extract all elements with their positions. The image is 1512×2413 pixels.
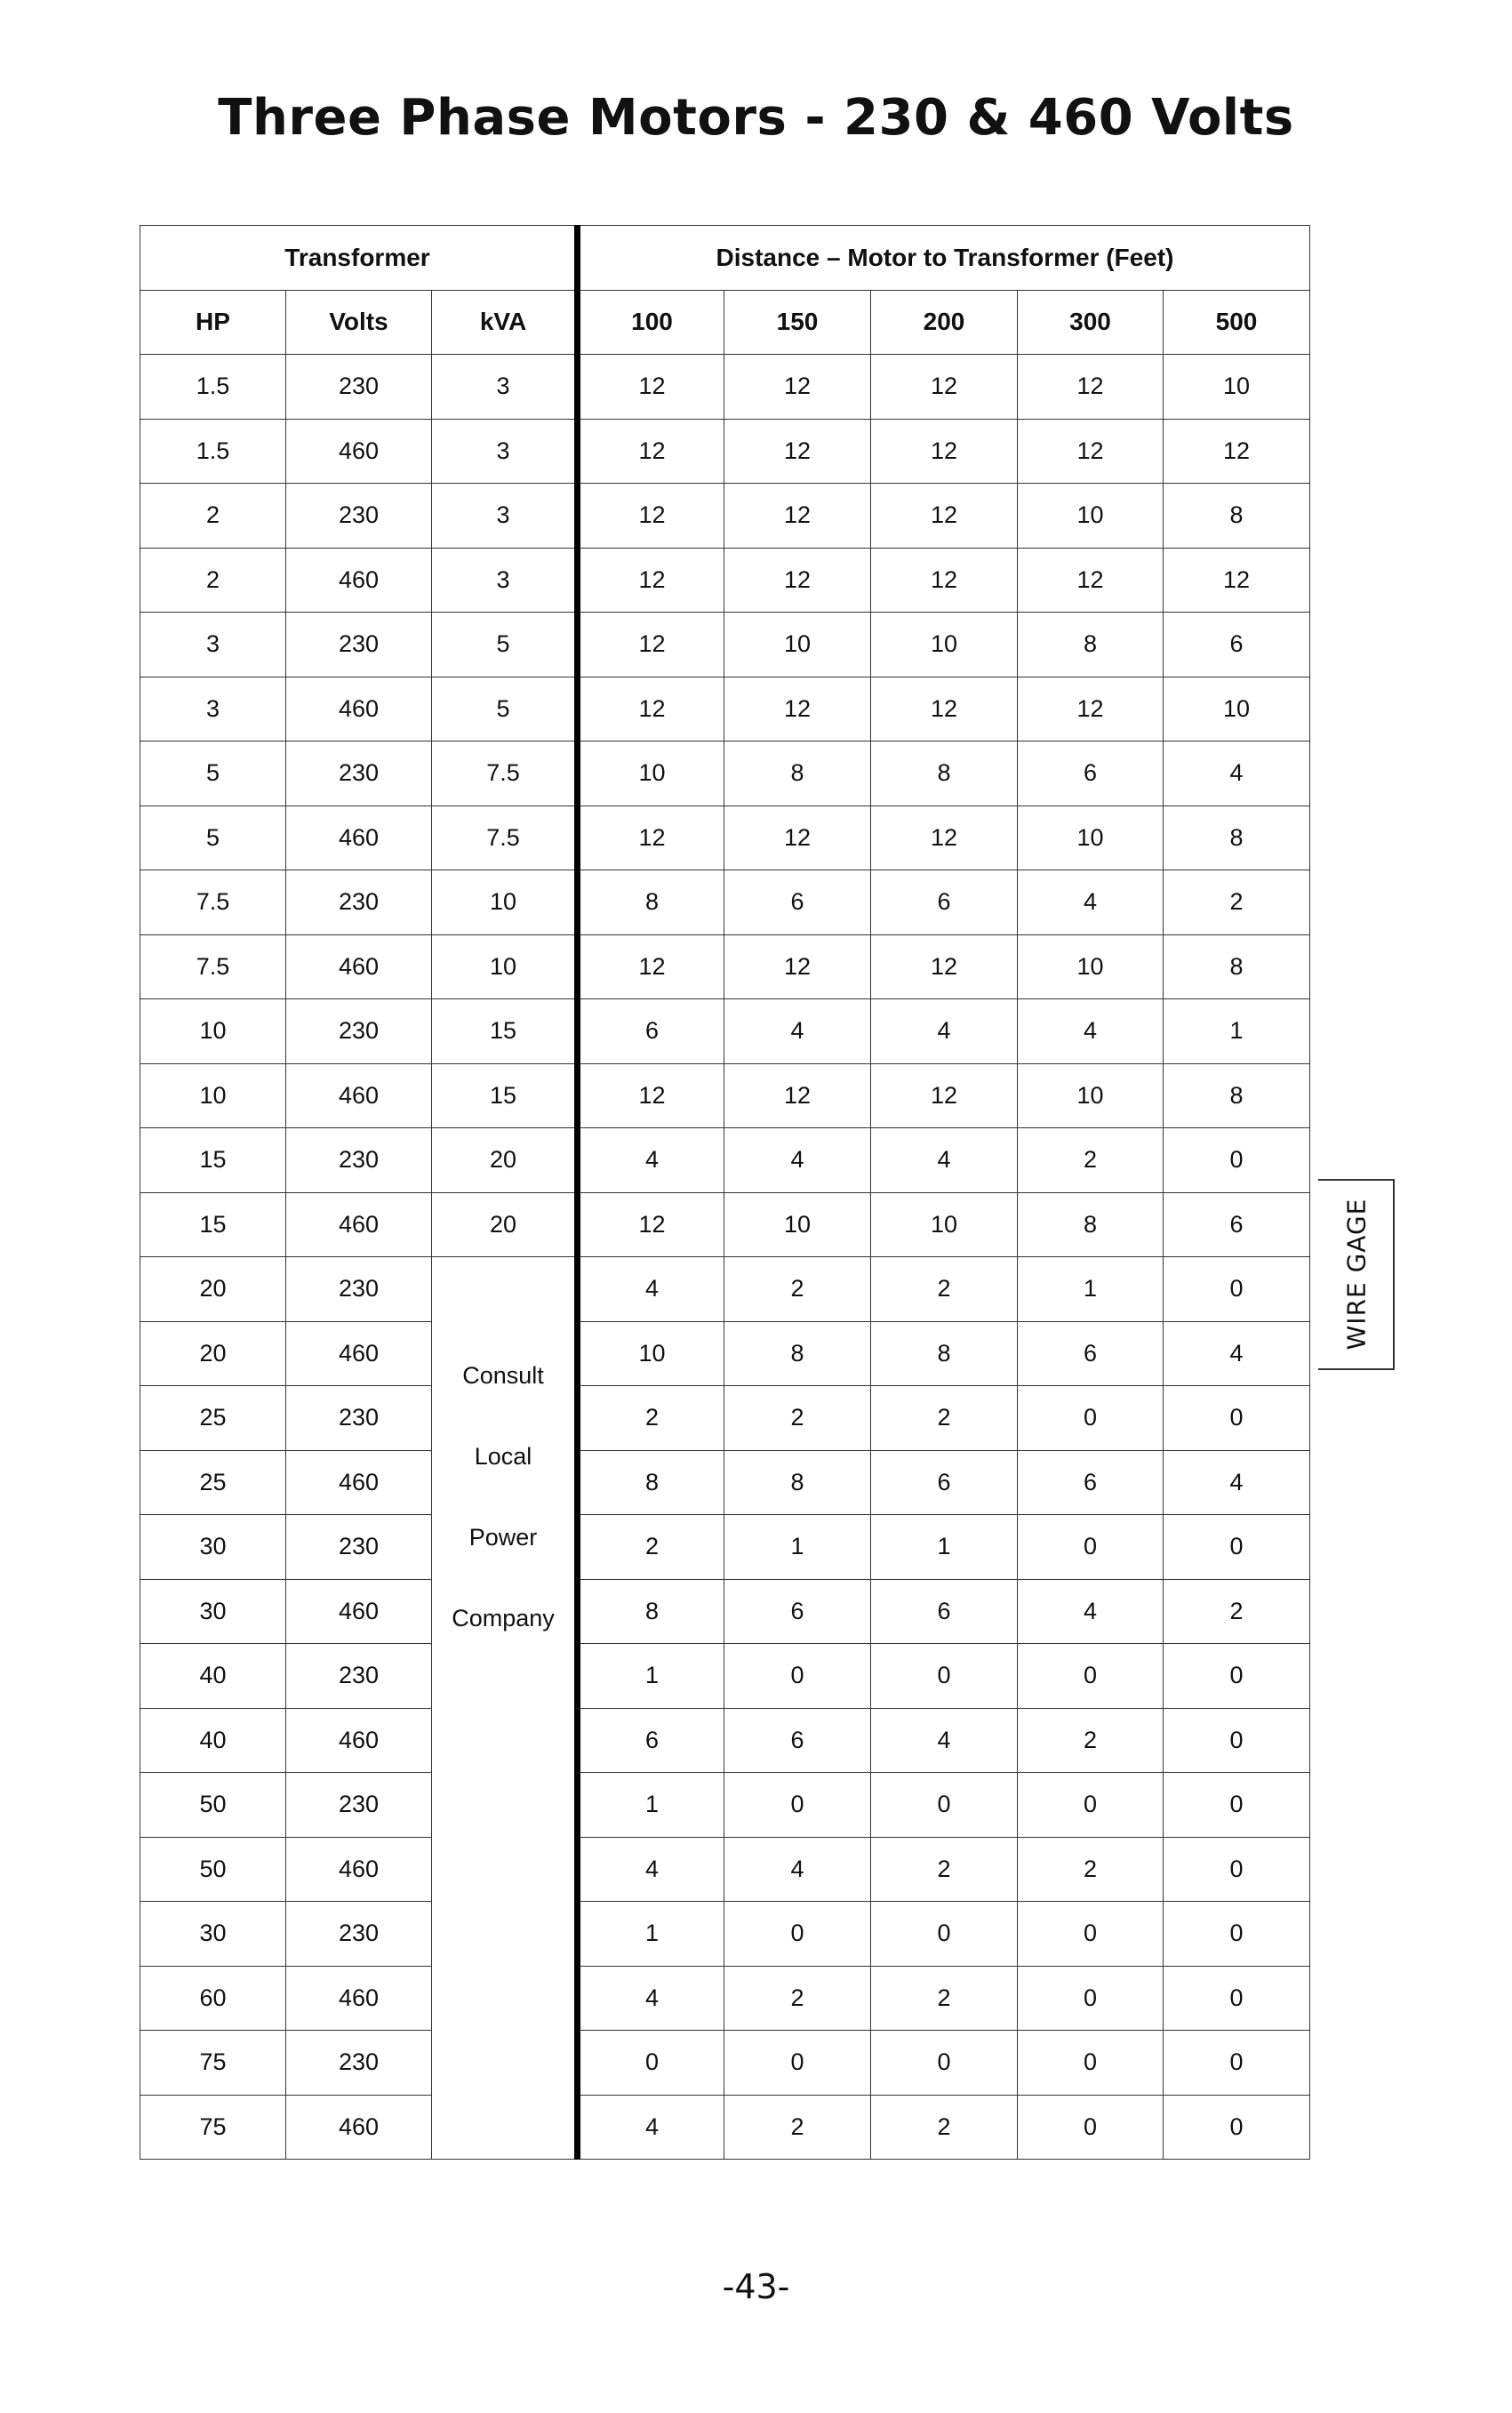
gage-cell-100: 2 (578, 1386, 724, 1451)
gage-cell-200: 2 (871, 1966, 1018, 2031)
gage-cell-100: 12 (578, 934, 724, 999)
gage-cell-100: 4 (578, 1966, 724, 2031)
volts-cell: 230 (286, 742, 432, 806)
gage-cell-150: 8 (724, 1321, 871, 1386)
gage-cell-500: 0 (1164, 2031, 1310, 2096)
column-header-500: 500 (1164, 290, 1310, 355)
kva-cell: 10 (432, 870, 578, 935)
gage-cell-200: 4 (871, 1128, 1018, 1193)
distance-group-header: Distance – Motor to Transformer (Feet) (578, 226, 1310, 291)
gage-cell-150: 2 (724, 1966, 871, 2031)
gage-cell-500: 0 (1164, 2095, 1310, 2160)
gage-cell-300: 0 (1018, 2031, 1164, 2096)
gage-cell-300: 0 (1018, 1386, 1164, 1451)
volts-cell: 230 (286, 355, 432, 420)
gage-cell-150: 12 (724, 677, 871, 742)
gage-cell-150: 10 (724, 1192, 871, 1257)
table-row (140, 1579, 1310, 1644)
gage-cell-300: 0 (1018, 2095, 1164, 2160)
gage-cell-300: 4 (1018, 999, 1164, 1064)
gage-cell-300: 0 (1018, 1966, 1164, 2031)
gage-cell-150: 8 (724, 1450, 871, 1515)
gage-cell-500: 0 (1164, 1128, 1310, 1193)
table-row (140, 2031, 1310, 2096)
gage-cell-300: 12 (1018, 355, 1164, 420)
table-row (140, 742, 1310, 806)
gage-cell-100: 12 (578, 613, 724, 677)
gage-cell-500: 0 (1164, 1386, 1310, 1451)
consult-note-word: Power (468, 1524, 538, 1551)
gage-cell-300: 0 (1018, 1902, 1164, 1967)
gage-cell-150: 0 (724, 1644, 871, 1709)
gage-cell-300: 4 (1018, 1579, 1164, 1644)
table-row (140, 1708, 1310, 1773)
gage-cell-100: 6 (578, 1708, 724, 1773)
table-row (140, 999, 1310, 1064)
page-title: Three Phase Motors - 230 & 460 Volts (218, 89, 1294, 147)
volts-cell: 460 (286, 1192, 432, 1257)
column-header-100: 100 (578, 290, 724, 355)
gage-cell-300: 4 (1018, 870, 1164, 935)
gage-cell-500: 0 (1164, 1773, 1310, 1838)
gage-cell-500: 0 (1164, 1257, 1310, 1322)
gage-cell-100: 12 (578, 484, 724, 549)
kva-cell: 20 (432, 1128, 578, 1193)
gage-cell-200: 2 (871, 1837, 1018, 1902)
gage-cell-150: 2 (724, 1386, 871, 1451)
column-header-hp: HP (140, 290, 286, 355)
volts-cell: 460 (286, 2095, 432, 2160)
gage-cell-150: 12 (724, 419, 871, 484)
hp-cell: 20 (140, 1257, 286, 1322)
gage-cell-200: 0 (871, 1773, 1018, 1838)
gage-cell-300: 6 (1018, 1321, 1164, 1386)
consult-note-word: Consult (462, 1362, 544, 1389)
gage-cell-500: 4 (1164, 742, 1310, 806)
gage-cell-200: 8 (871, 1321, 1018, 1386)
gage-cell-500: 8 (1164, 484, 1310, 549)
table-row (140, 870, 1310, 935)
column-header-200: 200 (871, 290, 1018, 355)
gage-cell-200: 12 (871, 934, 1018, 999)
gage-cell-300: 1 (1018, 1257, 1164, 1322)
gage-cell-500: 6 (1164, 613, 1310, 677)
gage-cell-200: 0 (871, 2031, 1018, 2096)
gage-cell-200: 1 (871, 1515, 1018, 1580)
table-row (140, 1515, 1310, 1580)
gage-cell-200: 4 (871, 999, 1018, 1064)
gage-cell-100: 1 (578, 1902, 724, 1967)
gage-cell-150: 8 (724, 742, 871, 806)
hp-cell: 60 (140, 1966, 286, 2031)
gage-cell-100: 10 (578, 742, 724, 806)
volts-cell: 230 (286, 1386, 432, 1451)
hp-cell: 10 (140, 1063, 286, 1128)
hp-cell: 5 (140, 806, 286, 870)
gage-cell-500: 0 (1164, 1837, 1310, 1902)
gage-cell-150: 4 (724, 999, 871, 1064)
hp-cell: 7.5 (140, 870, 286, 935)
gage-cell-500: 0 (1164, 1902, 1310, 1967)
gage-cell-500: 0 (1164, 1708, 1310, 1773)
hp-cell: 5 (140, 742, 286, 806)
consult-note-word: Company (452, 1605, 555, 1631)
volts-cell: 230 (286, 1128, 432, 1193)
kva-cell: 20 (432, 1192, 578, 1257)
gage-cell-150: 4 (724, 1837, 871, 1902)
volts-cell: 230 (286, 1515, 432, 1580)
volts-cell: 230 (286, 613, 432, 677)
volts-cell: 230 (286, 2031, 432, 2096)
gage-cell-150: 12 (724, 548, 871, 613)
gage-cell-500: 8 (1164, 1063, 1310, 1128)
volts-cell: 230 (286, 1902, 432, 1967)
volts-cell: 460 (286, 677, 432, 742)
gage-cell-300: 0 (1018, 1515, 1164, 1580)
volts-cell: 460 (286, 1450, 432, 1515)
gage-cell-200: 6 (871, 1579, 1018, 1644)
gage-cell-100: 12 (578, 355, 724, 420)
hp-cell: 1.5 (140, 355, 286, 420)
table-row (140, 1321, 1310, 1386)
gage-cell-500: 4 (1164, 1321, 1310, 1386)
kva-cell: 5 (432, 613, 578, 677)
table-row (140, 1128, 1310, 1193)
table-row (140, 419, 1310, 484)
hp-cell: 50 (140, 1837, 286, 1902)
gage-cell-300: 0 (1018, 1644, 1164, 1709)
gage-cell-300: 0 (1018, 1773, 1164, 1838)
gage-cell-150: 10 (724, 613, 871, 677)
hp-cell: 25 (140, 1386, 286, 1451)
gage-cell-500: 12 (1164, 548, 1310, 613)
kva-cell: 3 (432, 355, 578, 420)
hp-cell: 30 (140, 1902, 286, 1967)
hp-cell: 25 (140, 1450, 286, 1515)
gage-cell-300: 6 (1018, 742, 1164, 806)
gage-cell-100: 8 (578, 1450, 724, 1515)
table-row (140, 1902, 1310, 1967)
gage-cell-500: 4 (1164, 1450, 1310, 1515)
gage-cell-200: 12 (871, 355, 1018, 420)
column-header-150: 150 (724, 290, 871, 355)
volts-cell: 230 (286, 484, 432, 549)
gage-cell-300: 10 (1018, 484, 1164, 549)
table-row (140, 484, 1310, 549)
hp-cell: 2 (140, 484, 286, 549)
table-row (140, 677, 1310, 742)
gage-cell-500: 10 (1164, 677, 1310, 742)
gage-cell-300: 10 (1018, 806, 1164, 870)
consult-note-word: Local (474, 1443, 532, 1470)
hp-cell: 1.5 (140, 419, 286, 484)
hp-cell: 15 (140, 1192, 286, 1257)
hp-cell: 30 (140, 1579, 286, 1644)
table-row (140, 613, 1310, 677)
gage-cell-150: 0 (724, 1902, 871, 1967)
gage-cell-100: 4 (578, 2095, 724, 2160)
table-row (140, 1386, 1310, 1451)
table-row (140, 1192, 1310, 1257)
gage-cell-100: 2 (578, 1515, 724, 1580)
volts-cell: 460 (286, 1063, 432, 1128)
gage-cell-100: 8 (578, 1579, 724, 1644)
gage-cell-300: 2 (1018, 1837, 1164, 1902)
gage-cell-100: 12 (578, 806, 724, 870)
kva-cell: 7.5 (432, 742, 578, 806)
gage-cell-300: 8 (1018, 613, 1164, 677)
gage-cell-300: 2 (1018, 1708, 1164, 1773)
volts-cell: 460 (286, 1966, 432, 2031)
gage-cell-300: 6 (1018, 1450, 1164, 1515)
gage-cell-200: 8 (871, 742, 1018, 806)
hp-cell: 50 (140, 1773, 286, 1838)
gage-cell-100: 12 (578, 1192, 724, 1257)
volts-cell: 460 (286, 548, 432, 613)
gage-cell-100: 12 (578, 1063, 724, 1128)
gage-cell-200: 6 (871, 870, 1018, 935)
volts-cell: 230 (286, 1773, 432, 1838)
kva-cell: 15 (432, 1063, 578, 1128)
gage-cell-500: 12 (1164, 419, 1310, 484)
kva-cell: 7.5 (432, 806, 578, 870)
table-row (140, 1644, 1310, 1709)
gage-cell-200: 12 (871, 1063, 1018, 1128)
gage-cell-500: 0 (1164, 1515, 1310, 1580)
gage-cell-200: 0 (871, 1902, 1018, 1967)
wire-gage-label: WIRE GAGE (1341, 1198, 1372, 1351)
gage-cell-200: 2 (871, 1386, 1018, 1451)
table-row (140, 934, 1310, 999)
gage-cell-100: 1 (578, 1644, 724, 1709)
kva-cell: 3 (432, 548, 578, 613)
table-row (140, 1063, 1310, 1128)
hp-cell: 75 (140, 2095, 286, 2160)
gage-cell-500: 2 (1164, 1579, 1310, 1644)
gage-cell-200: 6 (871, 1450, 1018, 1515)
hp-cell: 40 (140, 1644, 286, 1709)
hp-cell: 7.5 (140, 934, 286, 999)
transformer-group-header: Transformer (140, 226, 578, 291)
column-header-kva: kVA (432, 290, 578, 355)
gage-cell-300: 12 (1018, 548, 1164, 613)
gage-cell-150: 12 (724, 1063, 871, 1128)
gage-cell-500: 2 (1164, 870, 1310, 935)
gage-cell-300: 2 (1018, 1128, 1164, 1193)
gage-cell-100: 8 (578, 870, 724, 935)
gage-cell-200: 2 (871, 1257, 1018, 1322)
page-number: -43- (722, 2267, 790, 2306)
gage-cell-150: 2 (724, 1257, 871, 1322)
gage-cell-100: 10 (578, 1321, 724, 1386)
column-header-volts: Volts (286, 290, 432, 355)
hp-cell: 20 (140, 1321, 286, 1386)
gage-cell-150: 1 (724, 1515, 871, 1580)
kva-cell: 15 (432, 999, 578, 1064)
gage-cell-200: 12 (871, 806, 1018, 870)
gage-cell-100: 12 (578, 677, 724, 742)
gage-cell-200: 12 (871, 484, 1018, 549)
volts-cell: 460 (286, 419, 432, 484)
kva-cell: 3 (432, 419, 578, 484)
gage-cell-150: 12 (724, 934, 871, 999)
hp-cell: 10 (140, 999, 286, 1064)
gage-cell-500: 10 (1164, 355, 1310, 420)
gage-cell-100: 6 (578, 999, 724, 1064)
gage-cell-200: 10 (871, 1192, 1018, 1257)
hp-cell: 15 (140, 1128, 286, 1193)
table-row (140, 548, 1310, 613)
gage-cell-300: 12 (1018, 419, 1164, 484)
gage-cell-100: 4 (578, 1128, 724, 1193)
gage-cell-200: 12 (871, 677, 1018, 742)
gage-cell-150: 6 (724, 1579, 871, 1644)
hp-cell: 75 (140, 2031, 286, 2096)
gage-cell-500: 8 (1164, 934, 1310, 999)
gage-cell-150: 12 (724, 355, 871, 420)
gage-cell-300: 10 (1018, 1063, 1164, 1128)
volts-cell: 460 (286, 1579, 432, 1644)
gage-cell-200: 12 (871, 548, 1018, 613)
kva-cell: 5 (432, 677, 578, 742)
hp-cell: 2 (140, 548, 286, 613)
gage-cell-100: 12 (578, 419, 724, 484)
kva-cell: 10 (432, 934, 578, 999)
hp-cell: 30 (140, 1515, 286, 1580)
gage-cell-200: 10 (871, 613, 1018, 677)
gage-cell-300: 8 (1018, 1192, 1164, 1257)
wire-gage-table (140, 225, 1310, 2160)
gage-cell-150: 12 (724, 484, 871, 549)
volts-cell: 460 (286, 806, 432, 870)
volts-cell: 230 (286, 1644, 432, 1709)
gage-cell-200: 0 (871, 1644, 1018, 1709)
volts-cell: 460 (286, 934, 432, 999)
hp-cell: 3 (140, 613, 286, 677)
volts-cell: 460 (286, 1837, 432, 1902)
table-row (140, 1837, 1310, 1902)
gage-cell-100: 4 (578, 1257, 724, 1322)
gage-cell-500: 0 (1164, 1966, 1310, 2031)
table-body (140, 355, 1310, 2160)
hp-cell: 40 (140, 1708, 286, 1773)
hp-cell: 3 (140, 677, 286, 742)
gage-cell-200: 2 (871, 2095, 1018, 2160)
gage-cell-100: 12 (578, 548, 724, 613)
gage-cell-150: 12 (724, 806, 871, 870)
gage-cell-500: 6 (1164, 1192, 1310, 1257)
gage-cell-500: 8 (1164, 806, 1310, 870)
table-row (140, 1257, 1310, 1322)
volts-cell: 230 (286, 999, 432, 1064)
gage-cell-100: 1 (578, 1773, 724, 1838)
volts-cell: 460 (286, 1321, 432, 1386)
column-header-300: 300 (1018, 290, 1164, 355)
gage-cell-100: 4 (578, 1837, 724, 1902)
table-row (140, 1966, 1310, 2031)
gage-cell-200: 12 (871, 419, 1018, 484)
gage-cell-300: 10 (1018, 934, 1164, 999)
table-row (140, 355, 1310, 420)
kva-cell: 3 (432, 484, 578, 549)
gage-cell-200: 4 (871, 1708, 1018, 1773)
gage-cell-500: 1 (1164, 999, 1310, 1064)
gage-cell-300: 12 (1018, 677, 1164, 742)
consult-note (432, 1257, 574, 1632)
table-row (140, 2095, 1310, 2160)
consult-power-company-cell (432, 1257, 578, 2160)
table-row (140, 1773, 1310, 1838)
table-row (140, 806, 1310, 870)
gage-cell-150: 0 (724, 1773, 871, 1838)
volts-cell: 230 (286, 1257, 432, 1322)
gage-cell-150: 6 (724, 1708, 871, 1773)
gage-cell-100: 0 (578, 2031, 724, 2096)
table-row (140, 1450, 1310, 1515)
volts-cell: 460 (286, 1708, 432, 1773)
gage-cell-150: 4 (724, 1128, 871, 1193)
gage-cell-150: 0 (724, 2031, 871, 2096)
gage-cell-150: 2 (724, 2095, 871, 2160)
volts-cell: 230 (286, 870, 432, 935)
column-header-row (140, 290, 1310, 355)
gage-cell-150: 6 (724, 870, 871, 935)
gage-cell-500: 0 (1164, 1644, 1310, 1709)
group-header-row (140, 226, 1310, 291)
